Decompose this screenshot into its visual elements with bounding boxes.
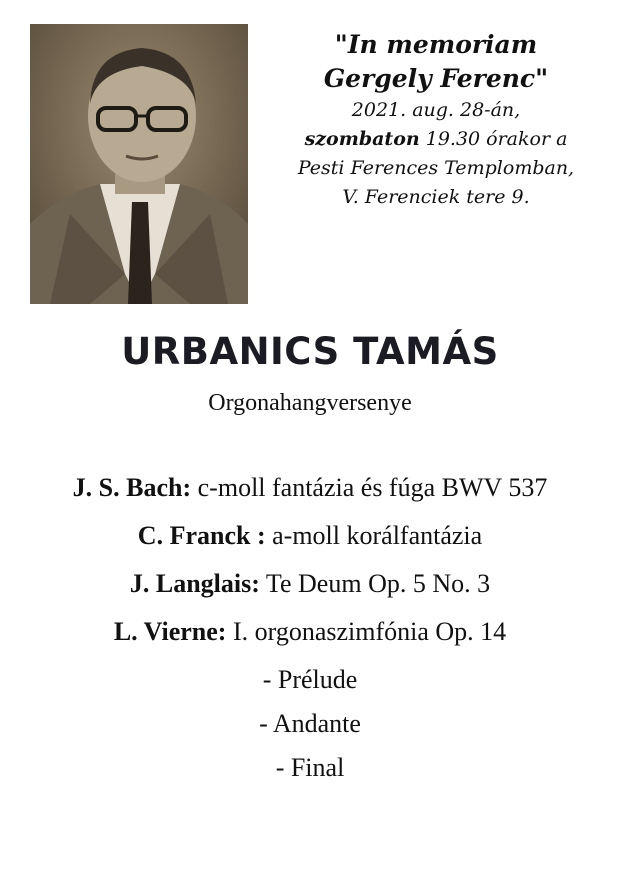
work-title: c-moll fantázia és fúga BWV 537 bbox=[191, 473, 548, 502]
event-time-line bbox=[268, 125, 604, 154]
movement-item: - Final bbox=[275, 753, 345, 782]
movement-item: - Andante bbox=[259, 709, 361, 738]
program-item bbox=[0, 516, 620, 564]
performer-name: URBANICS TAMÁS bbox=[121, 330, 499, 373]
composer-name: J. Langlais: bbox=[129, 569, 260, 598]
event-day: szombaton bbox=[304, 128, 420, 150]
composer-name: L. Vierne: bbox=[113, 617, 227, 646]
portrait-photo bbox=[30, 24, 248, 304]
work-title: a-moll korálfantázia bbox=[265, 521, 483, 550]
program-item bbox=[0, 468, 620, 516]
program-item bbox=[0, 564, 620, 612]
memorial-notice bbox=[268, 28, 604, 212]
event-address: V. Ferenciek tere 9. bbox=[342, 186, 530, 208]
movement-item: - Prélude bbox=[262, 665, 358, 694]
event-venue: Pesti Ferences Templomban, bbox=[297, 157, 575, 179]
work-title: I. orgonaszimfónia Op. 14 bbox=[226, 617, 507, 646]
memorial-title-line2: Gergely Ferenc" bbox=[323, 64, 549, 93]
composer-name: J. S. Bach: bbox=[72, 473, 192, 502]
program-item bbox=[0, 612, 620, 660]
event-time: 19.30 órakor a bbox=[419, 128, 568, 150]
composer-name: C. Franck : bbox=[137, 521, 266, 550]
event-date: 2021. aug. 28-án, bbox=[351, 99, 521, 121]
program-list bbox=[0, 468, 620, 792]
concert-subtitle: Orgonahangversenye bbox=[208, 390, 412, 416]
work-title: Te Deum Op. 5 No. 3 bbox=[259, 569, 491, 598]
memorial-title-line1: "In memoriam bbox=[334, 30, 538, 59]
